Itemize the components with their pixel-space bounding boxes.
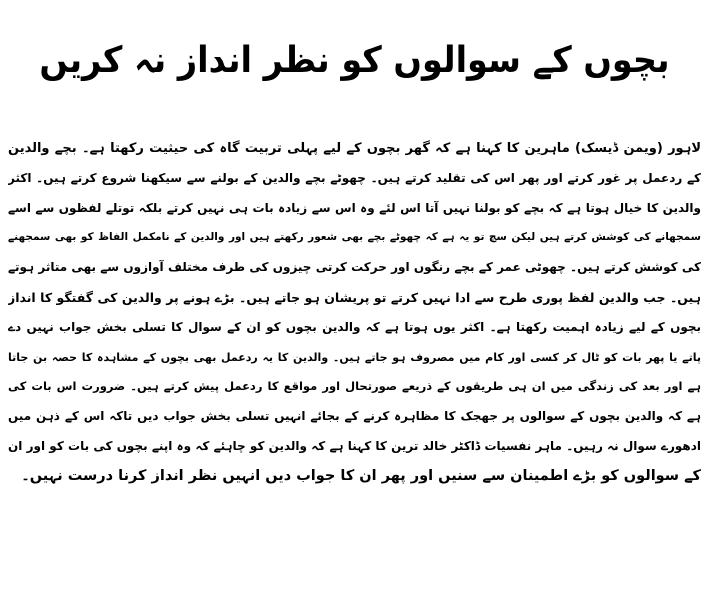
- article-line: پاتے یا پھر بات کو ٹال کر کسی اور کام میں مصروف ہو جاتے ہیں۔ والدین کا یہ ردعمل بھی بچوں کے مشاہدہ کا حصہ بن جاتا: [8, 350, 701, 364]
- article-line: لاہور (ویمن ڈیسک) ماہرین کا کہنا ہے کہ گھر بچوں کے لیے پہلی تربیت گاہ کی حیثیت رکھتا ہے۔ بچے والدین: [8, 141, 701, 156]
- article-line: کے سوالوں کو بڑے اطمینان سے سنیں اور پھر ان کا جواب دیں انہیں نظر انداز کرنا درست نہیں۔: [21, 467, 701, 484]
- article-line: سمجھانے کی کوشش کرتے ہیں لیکن سچ تو یہ ہے کہ چھوٹے بچے بھی شعور رکھتے ہیں اور والدین کے نامکمل الفاظ کو بھی سمجھنے: [8, 231, 701, 244]
- article-body: [8, 134, 701, 492]
- headline: بچوں کے سوالوں کو نظر انداز نہ کریں: [39, 40, 670, 81]
- article-line: والدین کا خیال ہوتا ہے کہ بچے کو بولنا نہیں آتا اس لئے وہ اس سے زیادہ بات ہی نہیں کرتے بلکہ توتلے لفظوں سے اسے: [8, 200, 701, 215]
- article-line: بچوں کے لیے زیادہ اہمیت رکھتا ہے۔ اکثر یوں ہوتا ہے کہ والدین بچوں کو ان کے سوال کا تسلی بخش جواب نہیں دے: [8, 319, 701, 334]
- article-line: کے ردعمل پر غور کرتے اور پھر اس کی تقلید کرتے ہیں۔ چھوٹے بچے والدین کے بولنے سے سیکھنا شروع کرتے ہیں۔ اکثر: [8, 170, 701, 185]
- article-line: کی کوشش کرتے ہیں۔ چھوٹی عمر کے بچے رنگوں اور حرکت کرتی چیزوں کی طرف مختلف آوازوں سے بھی متاثر ہوتے: [8, 260, 701, 275]
- article-line: ہے کہ والدین بچوں کے سوالوں پر جھجک کا مظاہرہ کرنے کے بجائے انہیں تسلی بخش جواب دیں تاکہ اس کے ذہن میں: [8, 409, 701, 424]
- article-line: ہے اور بعد کی زندگی میں ان ہی طریقوں کے ذریعے صورتحال اور مواقع کا ردعمل پیش کرتے ہیں۔ ضرورت اس بات کی: [8, 379, 701, 394]
- article-line: ادھورے سوال نہ رہیں۔ ماہر نفسیات ڈاکٹر خالد ترین کا کہنا ہے کہ والدین کو چاہئے کہ وہ اپنے بچوں کی بات کو اور ان: [8, 438, 701, 453]
- article-line: ہیں۔ جب والدین لفظ پوری طرح سے ادا نہیں کرتے تو پریشان ہو جاتے ہیں۔ بڑے ہونے پر والدین کی گفتگو کا انداز: [8, 289, 701, 305]
